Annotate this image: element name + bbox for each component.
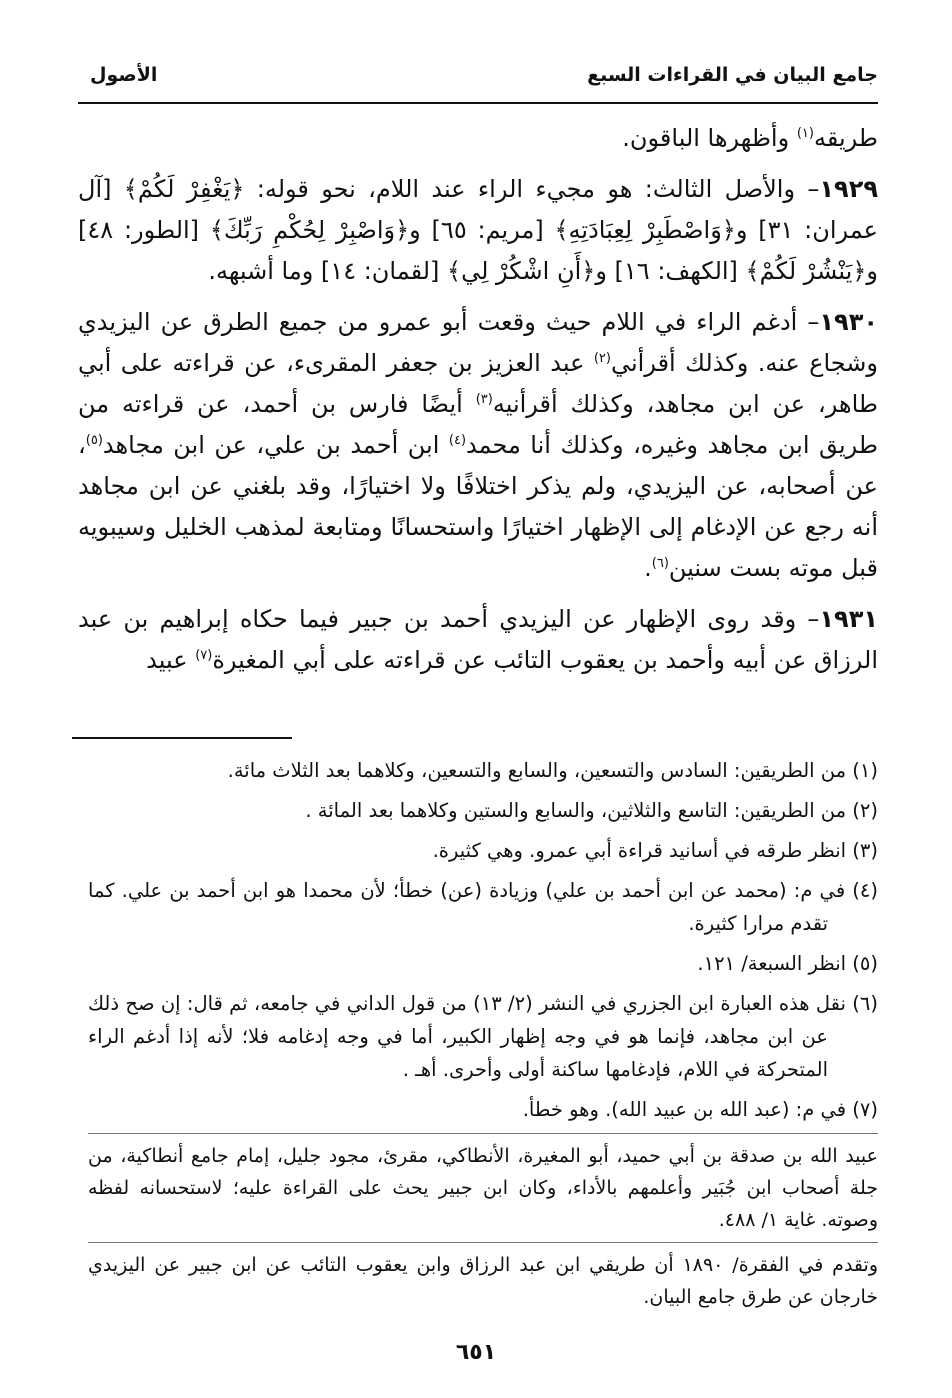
footnote-text: انظر طرقه في أسانيد قراءة أبي عمرو. وهي كثيرة. — [432, 839, 847, 862]
book-title: جامع البيان في القراءات السبع — [587, 64, 878, 86]
paragraph-continuation — [78, 118, 878, 159]
text-run: وأظهرها الباقون. — [622, 124, 797, 152]
paragraph-1931 — [78, 599, 878, 681]
footnote-6 — [88, 987, 878, 1086]
footnotes — [88, 754, 878, 1319]
section-title: الأصول — [90, 64, 158, 86]
footnote-7 — [88, 1093, 878, 1126]
paragraph-text: – والأصل الثالث: هو مجيء الراء عند اللام، نحو قوله: ﴿يَغْفِرْ لَكُمْ﴾ [آل عمران: ٣١] و﴿وَاصْطَبِرْ لِعِبَادَتِهِ﴾ [مريم: ٦٥] و﴿وَاصْبِرْ لِحُكْمِ رَبِّكَ﴾ [الطور: ٤٨] و﴿يَنْشُرْ لَكُمْ﴾ [الكهف: ١٦] و﴿أَنِ اشْكُرْ لِي﴾ [لقمان: ١٤] وما أشبهه. — [78, 175, 878, 285]
footnote-text: من الطريقين: السادس والتسعين، والسابع والتسعين، وكلاهما بعد الثلاث مائة. — [227, 759, 847, 782]
footnote-text: نقل هذه العبارة ابن الجزري في النشر (٢/ ١٣) من قول الداني في جامعه، ثم قال: إن صح ذلك عن ابن مجاهد، فإنما هو في وجه إظهار الكبير، أما في وجه إدغامه فلا؛ لأنه إذا أدغم الراء المتحركة في اللام، فإدغامها ساكنة أولى وأحرى. أهـ . — [88, 992, 846, 1081]
footnote-text: في م: (عبد الله بن عبيد الله). وهو خطأ. — [522, 1098, 847, 1121]
footnote-3 — [88, 834, 878, 867]
footnote-continuation: وتقدم في الفقرة/ ١٨٩٠ أن طريقي ابن عبد الرزاق وابن يعقوب التائب عن ابن جبير عن اليزيدي خارجان عن طرق جامع البيان. — [88, 1254, 878, 1308]
text-run: – وقد روى الإظهار عن اليزيدي أحمد بن جبير فيما حكاه إبراهيم بن عبد الرزاق عن أبيه وأحمد بن يعقوب التائب عن قراءته على أبي المغيرة — [78, 605, 878, 674]
footnote-ref: (٧) — [195, 648, 213, 663]
text-run: أيضًا فارس بن أحمد، عن قراءته من طريق ابن مجاهد وغيره، وكذلك أنا محمد — [78, 390, 878, 459]
note-divider — [88, 1133, 878, 1134]
paragraph-number: ١٩٢٩ — [819, 175, 878, 203]
paragraph-number: ١٩٣٠ — [819, 308, 878, 336]
footnote-ref: (١) — [796, 126, 814, 141]
footnote-number: (٤) — [852, 879, 878, 902]
text-run: . — [644, 554, 652, 582]
text-run: عبيد — [146, 646, 196, 674]
footnote-separator — [72, 737, 292, 739]
footnote-number: (٣) — [852, 839, 878, 862]
footnote-text: في م: (محمد عن ابن أحمد بن علي) وزيادة (عن) خطأ؛ لأن محمدا هو ابن أحمد بن علي. كما تقدم مرارا كثيرة. — [88, 879, 846, 935]
paragraph-1929 — [78, 169, 878, 292]
paragraph-number: ١٩٣١ — [819, 605, 878, 633]
footnote-2 — [88, 794, 878, 827]
footnote-number: (٢) — [852, 799, 878, 822]
footnote-number: (٦) — [852, 992, 878, 1015]
footnote-number: (٧) — [852, 1098, 878, 1121]
footnote-4 — [88, 874, 878, 940]
footnote-text: انظر السبعة/ ١٢١. — [697, 952, 847, 975]
text-run: ، عن أصحابه، عن اليزيدي، ولم يذكر اختلافًا ولا اختيارًا، وقد بلغني عن ابن مجاهد أنه رجع عن الإدغام إلى الإظهار اختيارًا واستحسانًا ومتابعة لمذهب الخليل وسيبويه قبل موته بست سنين — [78, 431, 878, 582]
text-run: عبد العزيز بن جعفر المقرىء، عن قراءته على أبي طاهر، عن ابن مجاهد، وكذلك أقرأنيه — [78, 349, 879, 418]
page-number: ٦٥١ — [455, 1340, 497, 1365]
paragraph-1930 — [78, 302, 878, 589]
footnote-ref: (٦) — [651, 556, 669, 571]
main-text — [78, 118, 878, 691]
footnote-ref: (٤) — [448, 433, 467, 448]
footnote-number: (١) — [852, 759, 878, 782]
note-divider — [88, 1242, 878, 1243]
footnote-number: (٥) — [852, 952, 878, 975]
footnote-continuation: عبيد الله بن صدقة بن أبي حميد، أبو المغيرة، الأنطاكي، مقرئ، مجود جليل، إمام جامع أنطاكية، من جلة أصحاب ابن جُبَير وأعلمهم بالأداء، وكان ابن جبير يحث على القراءة عليه؛ لاستحسانه لفظه وصوته. غاية ١/ ٤٨٨. — [88, 1145, 878, 1231]
footnote-5 — [88, 947, 878, 980]
footnote-ref: (٢) — [593, 351, 611, 366]
text-run: ابن أحمد بن علي، عن ابن مجاهد — [102, 431, 449, 459]
running-header — [78, 58, 878, 104]
text-run: طريقه — [813, 124, 878, 152]
footnote-ref: (٣) — [475, 392, 493, 407]
footnote-ref: (٥) — [85, 433, 103, 448]
footnote-1 — [88, 754, 878, 787]
footnote-text: من الطريقين: التاسع والثلاثين، والسابع والستين وكلاهما بعد المائة . — [305, 799, 847, 822]
text-run: – أدغم الراء في اللام حيث وقعت أبو عمرو من جميع الطرق عن اليزيدي وشجاع عنه. وكذلك أقرأني — [78, 308, 878, 377]
